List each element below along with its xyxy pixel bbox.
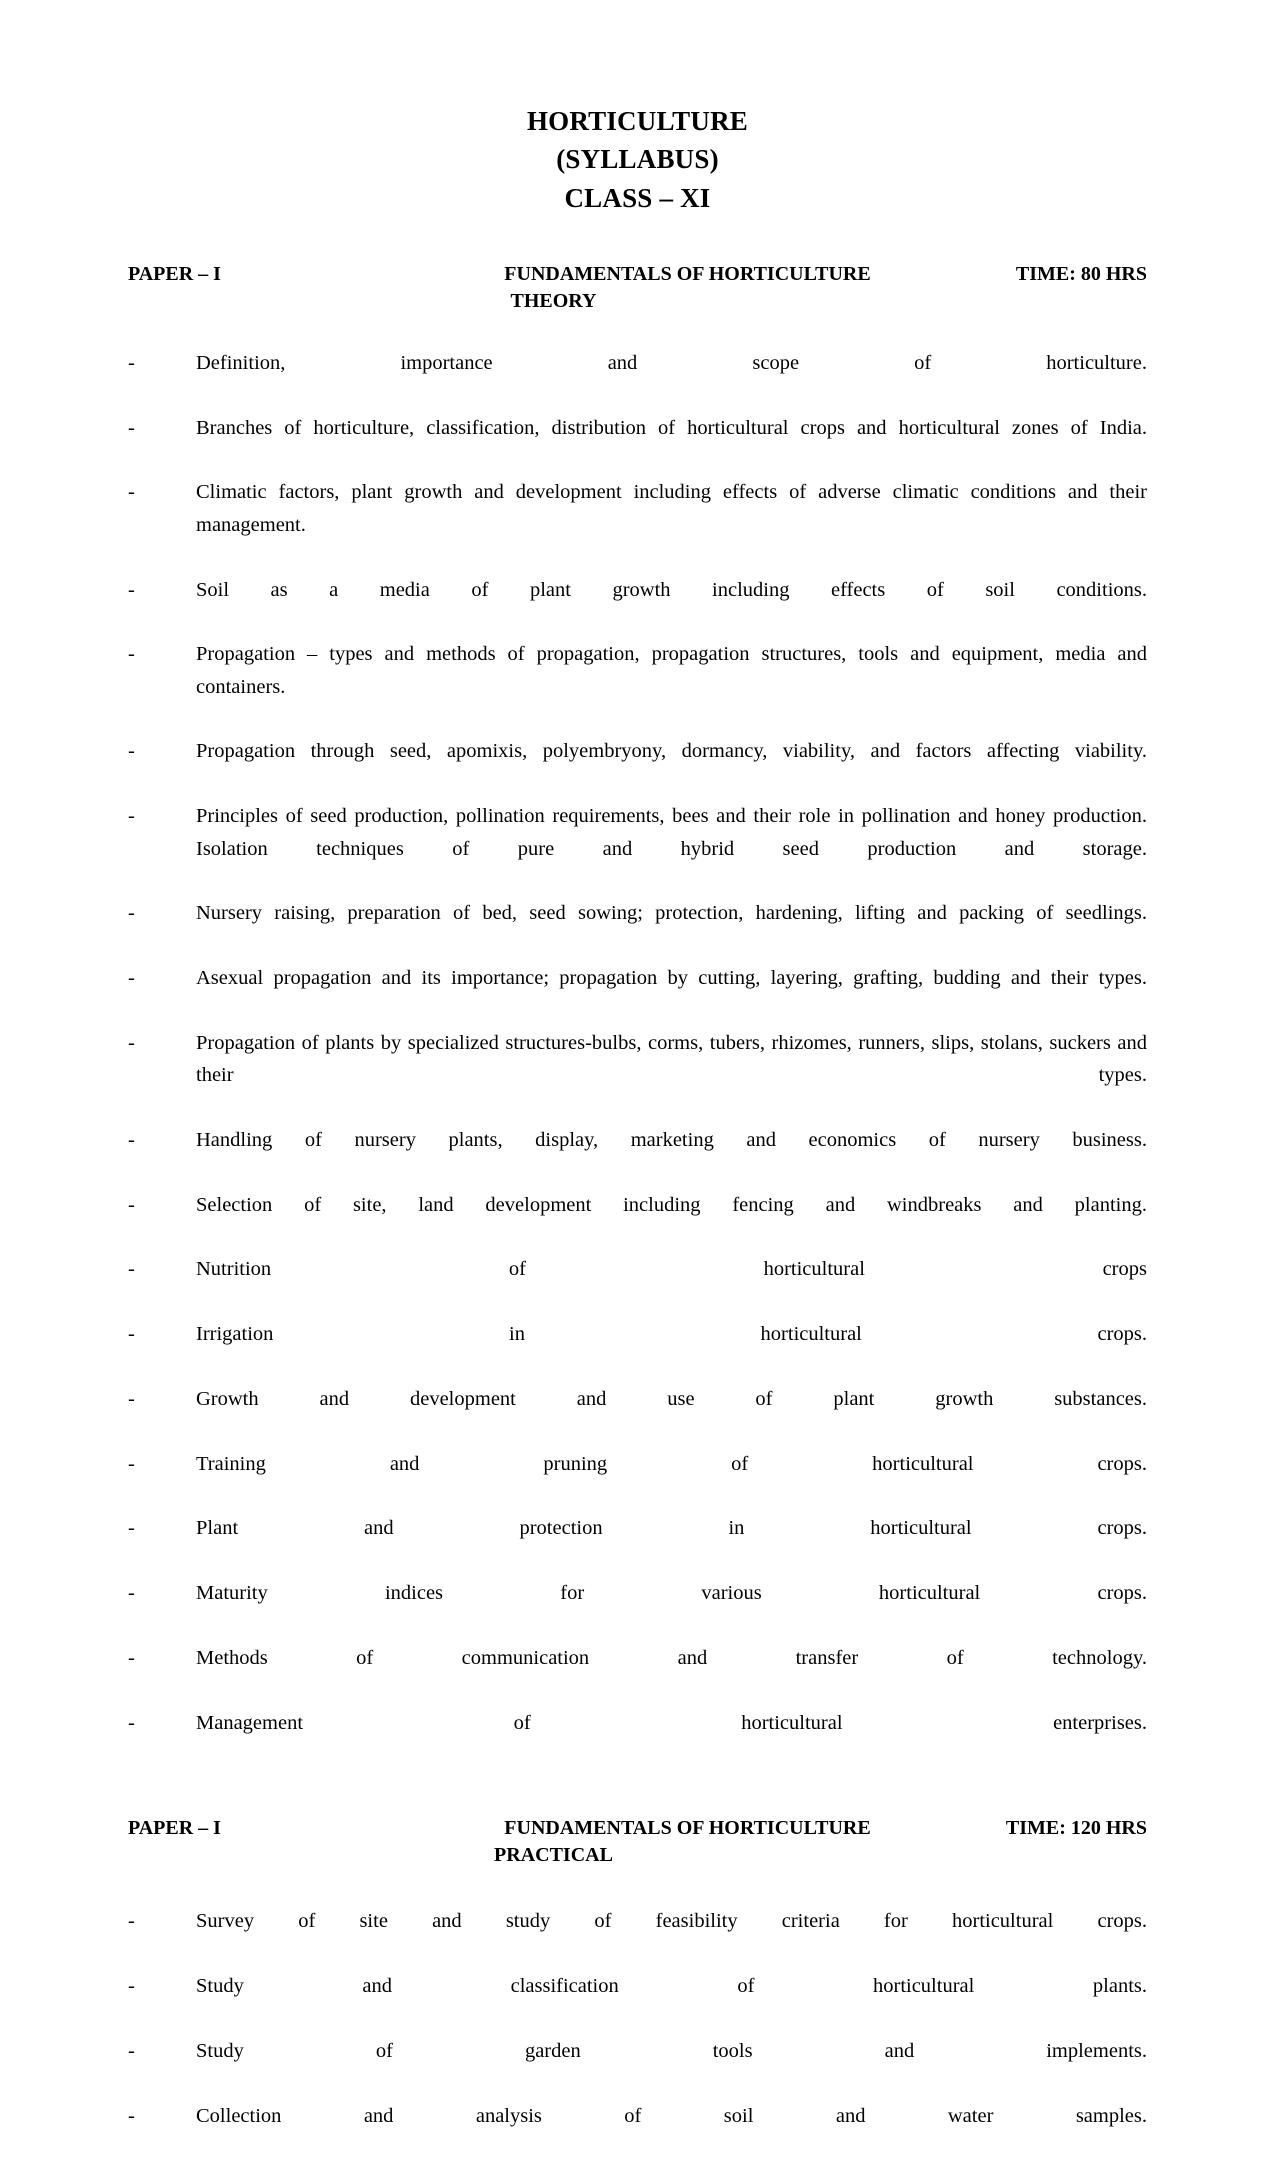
list-item-text: Principles of seed production, pollination requirements, bees and their role in pollination and honey production. Isolation techniques of pure and hybrid seed production and storage.	[196, 805, 1158, 860]
list-item	[128, 2035, 1147, 2100]
list-item-text: Soil as a media of plant growth including effects of soil conditions.	[196, 578, 1147, 601]
bullet-marker: -	[128, 1646, 135, 1669]
list-item	[128, 1189, 1147, 1254]
bullet-marker: -	[128, 351, 135, 374]
list-item-text: Study and classification of horticultural plants.	[196, 1975, 1147, 1998]
list-item-text: Collection and analysis of soil and water samples.	[196, 2104, 1147, 2127]
bullet-marker: -	[128, 1258, 135, 1281]
paper-header-theory	[128, 263, 1147, 286]
bullet-marker: -	[128, 1323, 135, 1346]
bullet-marker: -	[128, 643, 135, 666]
bullet-marker: -	[128, 1387, 135, 1410]
list-item	[128, 347, 1147, 412]
list-item	[128, 1642, 1147, 1707]
list-item	[128, 800, 1158, 897]
list-item-text: Asexual propagation and its importance; propagation by cutting, layering, grafting, budding and their types.	[196, 967, 1147, 990]
bullet-marker: -	[128, 1910, 135, 1933]
list-item	[128, 476, 1153, 573]
list-item-text: Growth and development and use of plant growth substances.	[196, 1387, 1147, 1410]
bullet-marker: -	[128, 1031, 135, 1054]
paper-header-practical	[128, 1817, 1147, 1840]
bullet-marker: -	[128, 1452, 135, 1475]
list-item	[128, 412, 1147, 477]
bullet-marker: -	[128, 805, 135, 828]
course-title-theory: FUNDAMENTALS OF HORTICULTURE	[504, 262, 871, 285]
list-item	[128, 1253, 1147, 1318]
list-item-text: Climatic factors, plant growth and development including effects of adverse climatic conditions and their management.	[196, 481, 1153, 536]
bullet-marker: -	[128, 1128, 135, 1151]
paper-label-theory: PAPER – I	[128, 262, 221, 285]
list-item-text: Study of garden tools and implements.	[196, 2039, 1147, 2062]
document-title-block	[128, 96, 1147, 217]
list-item-text: Propagation of plants by specialized structures-bulbs, corms, tubers, rhizomes, runners, slips, stolans, suckers and their types.	[196, 1031, 1153, 1087]
page-title-line-2: (SYLLABUS)	[556, 144, 719, 175]
list-item	[128, 1027, 1153, 1124]
bullet-marker: -	[128, 2104, 135, 2127]
list-item-text: Propagation – types and methods of propagation, propagation structures, tools and equipment, media and containers.	[196, 643, 1153, 698]
bullet-marker: -	[128, 416, 135, 439]
mode-label-theory: THEORY	[510, 289, 597, 312]
list-item	[128, 638, 1153, 735]
paper-label-practical: PAPER – I	[128, 1817, 221, 1840]
list-item	[128, 1512, 1147, 1577]
list-item-text: Nursery raising, preparation of bed, seed sowing; protection, hardening, lifting and packing of seedlings.	[196, 902, 1147, 925]
list-item-text: Training and pruning of horticultural crops.	[196, 1452, 1147, 1475]
page-title-line-1: HORTICULTURE	[526, 106, 748, 136]
list-item-text: Management of horticultural enterprises.	[196, 1711, 1147, 1734]
list-item-text: Selection of site, land development including fencing and windbreaks and planting.	[196, 1193, 1147, 1216]
list-item-text: Nutrition of horticultural crops	[196, 1258, 1147, 1281]
syllabus-list-theory	[128, 347, 1158, 1772]
bullet-marker: -	[128, 578, 135, 601]
list-item	[128, 1577, 1147, 1642]
bullet-marker: -	[128, 481, 135, 504]
bullet-marker: -	[128, 1193, 135, 1216]
list-item	[128, 1448, 1147, 1513]
bullet-marker: -	[128, 1975, 135, 1998]
list-item	[128, 735, 1147, 800]
mode-label-practical: PRACTICAL	[494, 1844, 613, 1867]
list-item	[128, 1970, 1147, 2035]
time-allocation-practical: TIME: 120 HRS	[1005, 1817, 1147, 1840]
list-item-text: Plant and protection in horticultural crops.	[196, 1517, 1147, 1540]
bullet-marker: -	[128, 967, 135, 990]
list-item-text: Propagation through seed, apomixis, polyembryony, dormancy, viability, and factors affecting viability.	[196, 740, 1147, 763]
bullet-marker: -	[128, 1517, 135, 1540]
bullet-marker: -	[128, 1711, 135, 1734]
list-item	[128, 1124, 1147, 1189]
bullet-marker: -	[128, 740, 135, 763]
list-item	[128, 897, 1147, 962]
list-item	[128, 1905, 1147, 1970]
syllabus-list-practical	[128, 1905, 1147, 2164]
list-item	[128, 574, 1147, 639]
list-item	[128, 2100, 1147, 2164]
list-item-text: Methods of communication and transfer of technology.	[196, 1646, 1147, 1669]
list-item-text: Irrigation in horticultural crops.	[196, 1323, 1147, 1346]
list-item	[128, 1318, 1147, 1383]
bullet-marker: -	[128, 2039, 135, 2062]
list-item-text: Branches of horticulture, classification, distribution of horticultural crops and horticultural zones of India.	[196, 416, 1147, 439]
time-allocation-theory: TIME: 80 HRS	[1015, 262, 1147, 285]
page-title-line-3: CLASS – XI	[564, 182, 711, 213]
bullet-marker: -	[128, 902, 135, 925]
list-item	[128, 1383, 1147, 1448]
list-item-text: Definition, importance and scope of horticulture.	[196, 351, 1147, 374]
list-item-text: Survey of site and study of feasibility criteria for horticultural crops.	[196, 1910, 1147, 1933]
list-item	[128, 962, 1147, 1027]
course-title-practical: FUNDAMENTALS OF HORTICULTURE	[504, 1817, 871, 1840]
bullet-marker: -	[128, 1582, 135, 1605]
list-item-text: Maturity indices for various horticultural crops.	[196, 1582, 1147, 1605]
list-item	[128, 1707, 1147, 1772]
list-item-text: Handling of nursery plants, display, marketing and economics of nursery business.	[196, 1128, 1147, 1151]
